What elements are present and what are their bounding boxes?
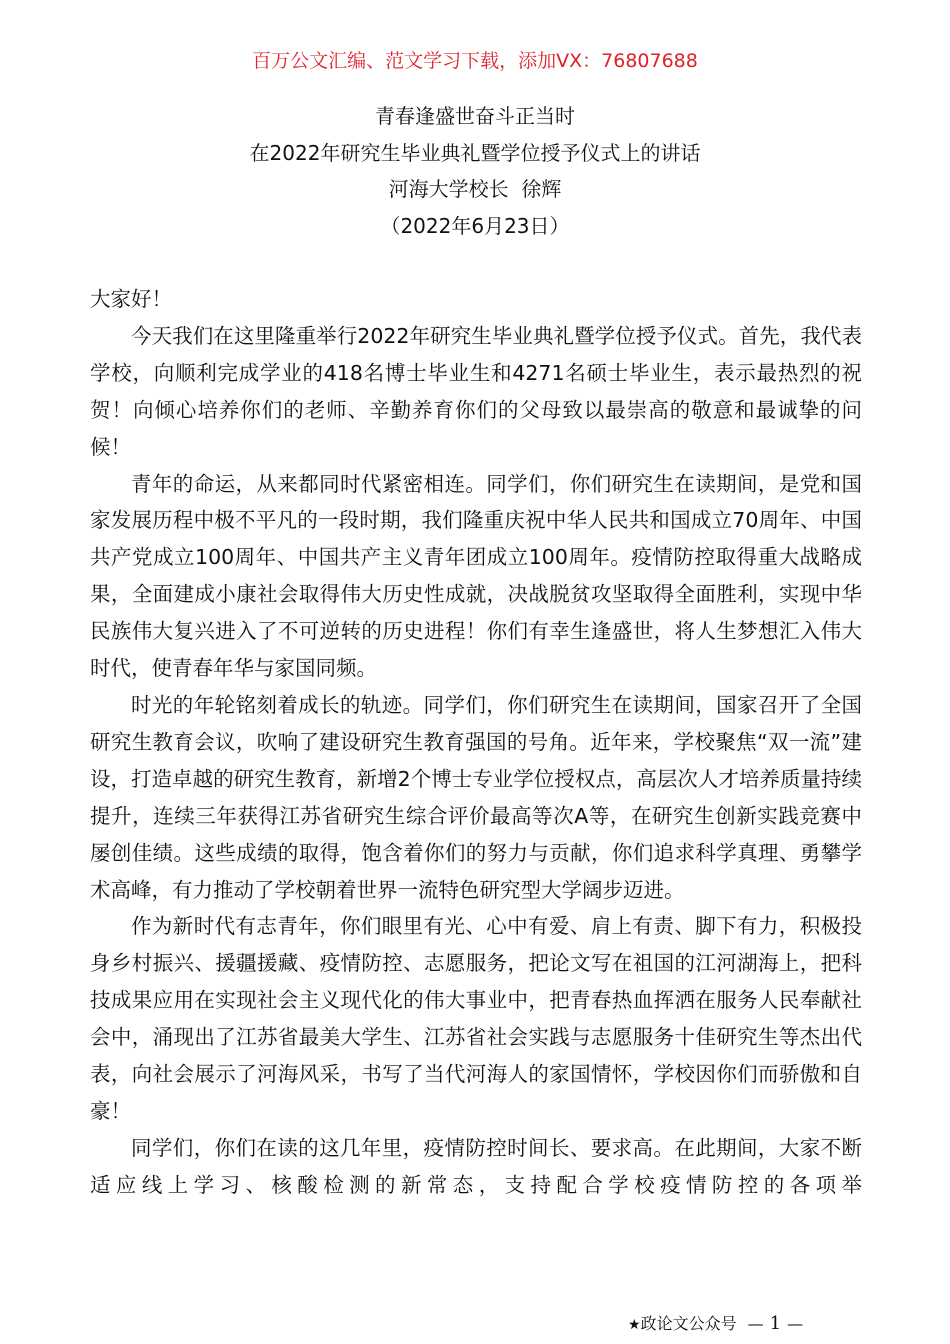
paragraph-1: 今天我们在这里隆重举行2022年研究生毕业典礼暨学位授予仪式。首先，我代表学校，向顺利完成学业的418名博士毕业生和4271名硕士毕业生，表示最热烈的祝贺！向倾心培养你们的老师、辛勤养育你们的父母致以最崇高的敬意和最诚挚的问候！ [90, 323, 862, 459]
document-body [90, 281, 862, 1204]
document-author: 河海大学校长 徐辉 [388, 177, 562, 201]
paragraph-3: 时光的年轮铭刻着成长的轨迹。同学们，你们研究生在读期间，国家召开了全国研究生教育会议，吹响了建设研究生教育强国的号角。近年来，学校聚焦“双一流”建设，打造卓越的研究生教育，新增2个博士专业学位授权点，高层次人才培养质量持续提升，连续三年获得江苏省研究生综合评价最高等次A等，在研究生创新实践竞赛中屡创佳绩。这些成绩的取得，饱含着你们的努力与贡献，你们追求科学真理、勇攀学术高峰，有力推动了学校朝着世界一流特色研究型大学阔步迈进。 [90, 692, 862, 902]
paragraph-4: 作为新时代有志青年，你们眼里有光、心中有爱、肩上有责、脚下有力，积极投身乡村振兴、援疆援藏、疫情防控、志愿服务，把论文写在祖国的江河湖海上，把科技成果应用在实现社会主义现代化的伟大事业中，把青春热血挥洒在服务人民奉献社会中，涌现出了江苏省最美大学生、江苏省社会实践与志愿服务十佳研究生等杰出代表，向社会展示了河海风采，书写了当代河海人的家国情怀，学校因你们而骄傲和自豪！ [90, 914, 862, 1123]
page-footer [628, 1311, 809, 1334]
document-title: 青春逢盛世奋斗正当时 [375, 104, 575, 128]
footer-dash-right: — [787, 1314, 804, 1333]
greeting: 大家好！ [90, 287, 172, 311]
footer-dash-left: — [747, 1314, 764, 1333]
footer-source: 政论文公众号 [640, 1314, 737, 1333]
star-icon: ★ [628, 1317, 641, 1333]
document-subtitle: 在2022年研究生毕业典礼暨学位授予仪式上的讲话 [249, 140, 701, 165]
watermark-banner: 百万公文汇编、范文学习下载，添加VX：76807688 [252, 50, 698, 72]
paragraph-2: 青年的命运，从来都同时代紧密相连。同学们，你们研究生在读期间，是党和国家发展历程中极不平凡的一段时期，我们隆重庆祝中华人民共和国成立70周年、中国共产党成立100周年、中国共产主义青年团成立100周年。疫情防控取得重大战略成果，全面建成小康社会取得伟大历史性成就，决战脱贫攻坚取得全面胜利，实现中华民族伟大复兴进入了不可逆转的历史进程！你们有幸生逢盛世，将人生梦想汇入伟大时代，使青春年华与家国同频。 [90, 471, 862, 681]
document-header [0, 98, 950, 244]
page-number: 1 [769, 1313, 782, 1334]
document-date: （2022年6月23日） [380, 213, 570, 238]
paragraph-5: 同学们，你们在读的这几年里，疫情防控时间长、要求高。在此期间，大家不断适应线上学习、核酸检测的新常态，支持配合学校疫情防控的各项举 [90, 1135, 862, 1197]
